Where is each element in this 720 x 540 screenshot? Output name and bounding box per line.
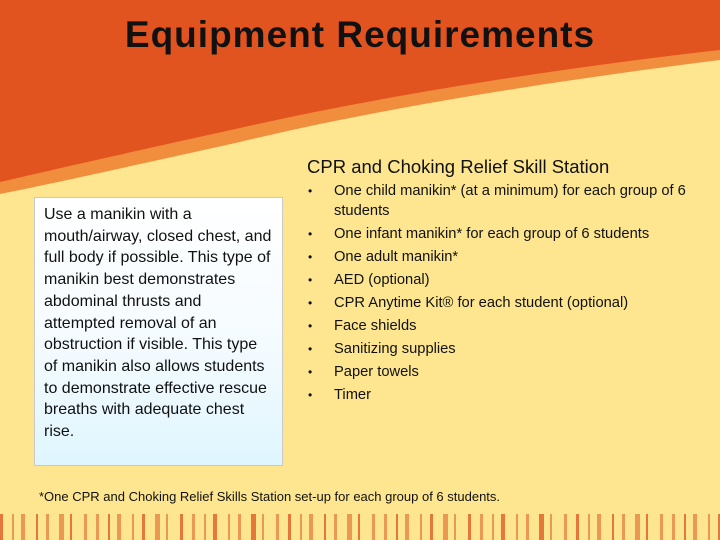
stripe-mark bbox=[228, 514, 230, 540]
list-item bbox=[306, 225, 706, 245]
stripe-mark bbox=[384, 514, 387, 540]
stripe-mark bbox=[539, 514, 544, 540]
stripe-mark bbox=[588, 514, 590, 540]
stripe-mark bbox=[192, 514, 195, 540]
stripe-mark bbox=[0, 514, 3, 540]
stripe-mark bbox=[36, 514, 38, 540]
stripe-mark bbox=[309, 514, 313, 540]
stripe-mark bbox=[480, 514, 483, 540]
bottom-stripe-border bbox=[0, 514, 720, 540]
stripe-mark bbox=[358, 514, 360, 540]
stripe-mark bbox=[405, 514, 409, 540]
stripe-mark bbox=[672, 514, 675, 540]
page-title: Equipment Requirements bbox=[124, 14, 596, 55]
stripe-mark bbox=[347, 514, 352, 540]
station-heading: CPR and Choking Relief Skill Station bbox=[307, 156, 610, 177]
stripe-mark bbox=[276, 514, 279, 540]
stripe-mark bbox=[334, 514, 337, 540]
stripe-mark bbox=[612, 514, 614, 540]
stripe-mark bbox=[396, 514, 398, 540]
list-item-text: One adult manikin* bbox=[334, 248, 459, 265]
bullet-icon: • bbox=[308, 341, 313, 356]
stripe-mark bbox=[468, 514, 471, 540]
stripe-mark bbox=[693, 514, 697, 540]
stripe-mark bbox=[430, 514, 433, 540]
stripe-mark bbox=[300, 514, 302, 540]
manikin-note-text: Use a manikin with a mouth/airway, closed chest, and full body if possible. This type of manikin best demonstrates abdominal thrusts and attempted removal of an obstruction if visible. This type of manikin also allows students to demonstrate effective rescue breaths with adequate chest rise. bbox=[44, 206, 272, 441]
bullet-icon: • bbox=[308, 249, 313, 264]
stripe-mark bbox=[454, 514, 456, 540]
stripe-mark bbox=[251, 514, 256, 540]
list-item-text: Timer bbox=[334, 386, 371, 403]
stripe-mark bbox=[180, 514, 183, 540]
equipment-list bbox=[306, 182, 706, 409]
stripe-mark bbox=[166, 514, 168, 540]
stripe-mark bbox=[576, 514, 579, 540]
list-item bbox=[306, 248, 706, 268]
bullet-icon: • bbox=[308, 318, 313, 333]
stripe-mark bbox=[372, 514, 375, 540]
bullet-icon: • bbox=[308, 295, 313, 310]
stripe-mark bbox=[59, 514, 64, 540]
stripe-mark bbox=[622, 514, 625, 540]
stripe-mark bbox=[492, 514, 494, 540]
list-item bbox=[306, 363, 706, 383]
stripe-mark bbox=[516, 514, 518, 540]
bullet-icon: • bbox=[308, 184, 313, 198]
stripe-mark bbox=[155, 514, 160, 540]
stripe-mark bbox=[117, 514, 121, 540]
stripe-mark bbox=[564, 514, 567, 540]
stripe-mark bbox=[70, 514, 72, 540]
stripe-mark bbox=[646, 514, 648, 540]
stripe-mark bbox=[420, 514, 422, 540]
stripe-mark bbox=[262, 514, 264, 540]
manikin-note-box bbox=[34, 197, 283, 466]
list-item bbox=[306, 317, 706, 337]
stripe-mark bbox=[660, 514, 663, 540]
list-item-text: AED (optional) bbox=[334, 271, 430, 288]
list-item-text: Sanitizing supplies bbox=[334, 340, 456, 357]
stripe-mark bbox=[288, 514, 291, 540]
list-item bbox=[306, 271, 706, 291]
stripe-mark bbox=[684, 514, 686, 540]
list-item bbox=[306, 386, 706, 406]
stripe-mark bbox=[635, 514, 640, 540]
list-item-text: One infant manikin* for each group of 6 students bbox=[334, 225, 650, 242]
stripe-mark bbox=[84, 514, 87, 540]
stripe-mark bbox=[526, 514, 529, 540]
stripe-mark bbox=[96, 514, 99, 540]
stripe-mark bbox=[204, 514, 206, 540]
stripe-mark bbox=[108, 514, 110, 540]
stripe-mark bbox=[550, 514, 552, 540]
stripe-mark bbox=[708, 514, 710, 540]
bullet-icon: • bbox=[308, 226, 313, 241]
stripe-mark bbox=[443, 514, 448, 540]
bullet-icon: • bbox=[308, 364, 313, 379]
list-item bbox=[306, 182, 706, 221]
list-item-text: Face shields bbox=[334, 317, 417, 334]
stripe-mark bbox=[12, 514, 14, 540]
stripe-mark bbox=[238, 514, 241, 540]
list-item-text: Paper towels bbox=[334, 363, 419, 380]
stripe-mark bbox=[324, 514, 326, 540]
stripe-mark bbox=[132, 514, 134, 540]
list-item bbox=[306, 340, 706, 360]
footnote: *One CPR and Choking Relief Skills Station set-up for each group of 6 students. bbox=[39, 489, 501, 504]
list-item-text: One child manikin* (at a minimum) for each group of 6 students bbox=[334, 183, 686, 219]
stripe-mark bbox=[597, 514, 601, 540]
stripe-mark bbox=[142, 514, 145, 540]
bullet-icon: • bbox=[308, 387, 313, 402]
stripe-mark bbox=[21, 514, 25, 540]
list-item-text: CPR Anytime Kit® for each student (optional) bbox=[334, 294, 629, 311]
stripe-mark bbox=[213, 514, 217, 540]
stripe-mark bbox=[46, 514, 49, 540]
list-item bbox=[306, 294, 706, 314]
stripe-mark bbox=[501, 514, 505, 540]
bullet-icon: • bbox=[308, 272, 313, 287]
